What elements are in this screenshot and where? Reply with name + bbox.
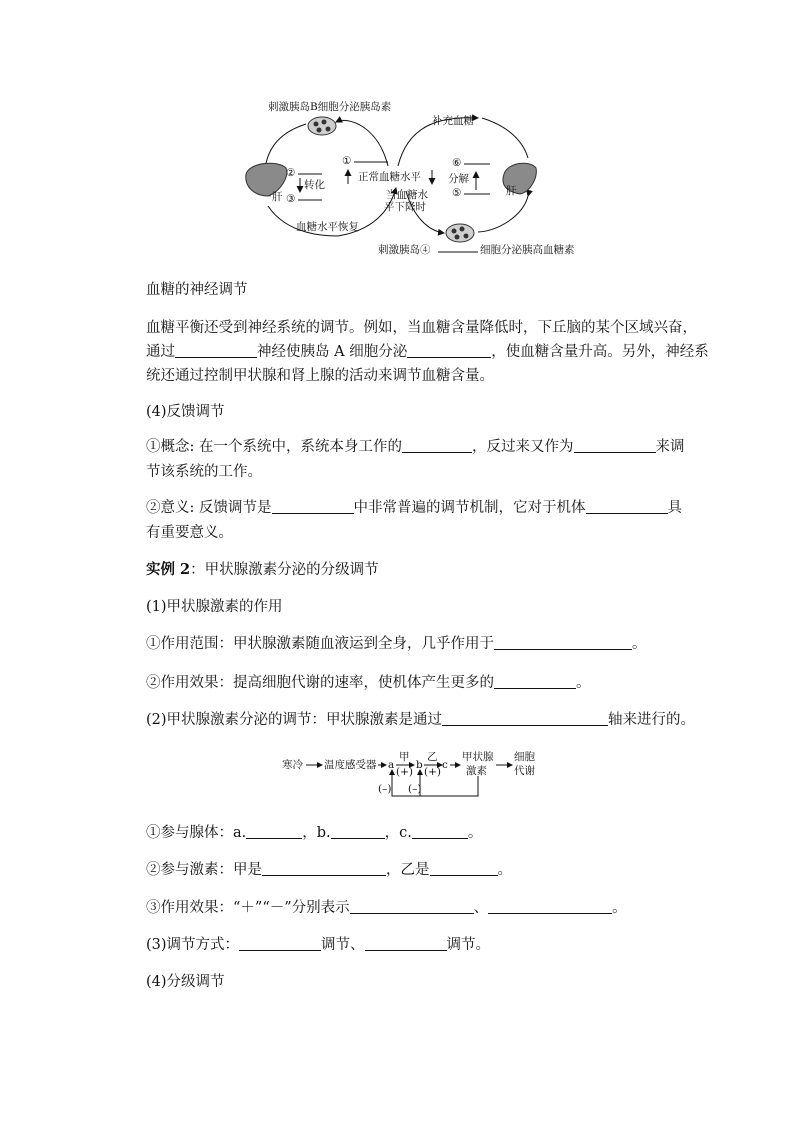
label-normal-level: 正常血糖水平 xyxy=(358,171,421,183)
text: ，使血糖含量升高。另外，神经系 xyxy=(491,344,709,360)
blank-gland-b xyxy=(331,823,385,839)
text: (3)调节方式： xyxy=(146,937,240,953)
text: ①作用范围：甲状腺激素随血液运到全身，几乎作用于 xyxy=(146,636,494,652)
blank-concept-1 xyxy=(402,437,472,453)
text: 、 xyxy=(473,900,489,916)
label-receptor: 温度感受器 xyxy=(324,759,377,771)
example2-title xyxy=(146,560,379,580)
text: 具 xyxy=(667,500,682,516)
text: 。 xyxy=(576,675,591,691)
text: ②意义: 反馈调节是 xyxy=(146,500,272,516)
label-decompose: 分解 xyxy=(448,173,469,185)
label-replenish-glucose: 补充血糖 xyxy=(432,115,474,127)
blank-meaning-1 xyxy=(272,498,354,514)
text: ②作用效果：提高细胞代谢的速率，使机体产生更多的 xyxy=(146,675,494,691)
circle-1: ① xyxy=(342,155,352,167)
text: 。 xyxy=(632,636,647,652)
text: 轴来进行的。 xyxy=(608,712,696,728)
circle-5: ⑤ xyxy=(452,187,462,199)
label-jia: 甲 xyxy=(399,751,410,763)
regulation-line xyxy=(146,710,695,730)
para1-line3: 统还通过控制甲状腺和肾上腺的活动来调节血糖含量。 xyxy=(146,368,494,384)
feedback-title: (4)反馈调节 xyxy=(146,404,225,420)
blank-minus-meaning xyxy=(488,898,612,914)
text: 中非常普遍的调节机制，它对于机体 xyxy=(353,500,586,516)
label-drop-1: 当血糖水 xyxy=(386,189,428,201)
label-cell: 细胞 xyxy=(514,751,535,763)
blank-hormone-yi xyxy=(430,860,498,876)
label-a: a xyxy=(388,759,395,771)
circle-3: ③ xyxy=(286,193,296,205)
label-thyroid: 甲状腺 xyxy=(462,751,494,763)
text: ，反过来又作为 xyxy=(472,439,574,455)
text: ③作用效果：“＋”“－”分别表示 xyxy=(146,900,350,916)
hormones-line xyxy=(146,860,512,880)
text: 。 xyxy=(612,900,627,916)
circle-2: ② xyxy=(286,167,296,179)
label-yi: 乙 xyxy=(427,751,438,763)
text: ，c. xyxy=(384,825,412,841)
label-drop-2: 平下降时 xyxy=(384,201,426,213)
text: ，b. xyxy=(302,825,331,841)
islet-cells-top-icon xyxy=(308,117,336,135)
mode-line xyxy=(146,935,490,955)
label-convert: 转化 xyxy=(304,179,325,191)
blank-mode-1 xyxy=(239,935,321,951)
label-stimulate-islet: 刺激胰岛④ xyxy=(378,244,431,256)
blank-nerve xyxy=(175,342,257,358)
liver-right-label: 肝 xyxy=(506,185,517,197)
label-recover: 血糖水平恢复 xyxy=(296,221,359,233)
effect-line xyxy=(146,673,591,693)
label-c: c xyxy=(442,759,448,771)
blank-meaning-2 xyxy=(586,498,668,514)
concept-line2: 节该系统的工作。 xyxy=(146,464,262,480)
blank-effect xyxy=(494,673,576,689)
text: 。 xyxy=(467,825,483,841)
text: 。 xyxy=(497,862,512,878)
label-glucagon: 细胞分泌胰高血糖素 xyxy=(480,244,575,256)
blank-hormone xyxy=(407,342,491,358)
blood-glucose-diagram xyxy=(238,96,598,260)
blank-gland-c xyxy=(412,823,468,839)
islet-cells-bottom-icon xyxy=(446,224,474,242)
blank-gland-a xyxy=(246,823,302,839)
blank-hormone-jia xyxy=(262,860,386,876)
effect3-line xyxy=(146,898,627,918)
circle-6: ⑥ xyxy=(452,157,462,169)
label-minus-2: (–) xyxy=(408,783,422,795)
blank-scope xyxy=(494,634,632,650)
label-plus-2: (+) xyxy=(424,766,441,778)
text: (2)甲状腺激素分泌的调节：甲状腺激素是通过 xyxy=(146,712,443,728)
text: 通过 xyxy=(146,344,175,360)
text: ：甲状腺激素分泌的分级调节 xyxy=(190,562,379,578)
meaning-line1 xyxy=(146,498,682,518)
scope-line xyxy=(146,634,647,654)
para1-line2 xyxy=(146,342,709,362)
text: ②参与激素：甲是 xyxy=(146,862,262,878)
thyroid-role-title: (1)甲状腺激素的作用 xyxy=(146,599,283,615)
concept-line1 xyxy=(146,437,685,457)
label-plus-1: (+) xyxy=(396,766,413,778)
text: 实例 2 xyxy=(146,561,191,578)
blank-plus-meaning xyxy=(350,898,474,914)
blank-mode-2 xyxy=(365,935,447,951)
graded-title: (4)分级调节 xyxy=(146,974,225,990)
text: ，乙是 xyxy=(386,862,430,878)
meaning-line2: 有重要意义。 xyxy=(146,525,233,541)
para1-line1: 血糖平衡还受到神经系统的调节。例如，当血糖含量降低时，下丘脑的某个区域兴奋， xyxy=(146,320,697,336)
blank-axis xyxy=(442,710,608,726)
label-metabolism: 代谢 xyxy=(514,765,535,777)
text: ①参与腺体：a. xyxy=(146,825,247,841)
text: 调节。 xyxy=(446,937,491,953)
label-hormone: 激素 xyxy=(466,765,487,777)
text: 神经使胰岛 A 细胞分泌 xyxy=(257,344,408,360)
label-minus-1: (–) xyxy=(378,783,392,795)
label-cold: 寒冷 xyxy=(282,759,303,771)
text: ①概念: 在一个系统中，系统本身工作的 xyxy=(146,439,402,455)
label-stimulate-b-cells: 刺激胰岛B细胞分泌胰岛素 xyxy=(268,101,392,113)
blank-concept-2 xyxy=(574,437,656,453)
thyroid-axis-diagram xyxy=(282,748,544,800)
liver-left-label: 肝 xyxy=(272,191,283,203)
glands-line xyxy=(146,823,482,843)
label-b: b xyxy=(416,759,423,771)
text: 来调 xyxy=(655,439,685,455)
section-nerve-title: 血糖的神经调节 xyxy=(146,282,248,298)
text: 调节、 xyxy=(321,937,365,953)
